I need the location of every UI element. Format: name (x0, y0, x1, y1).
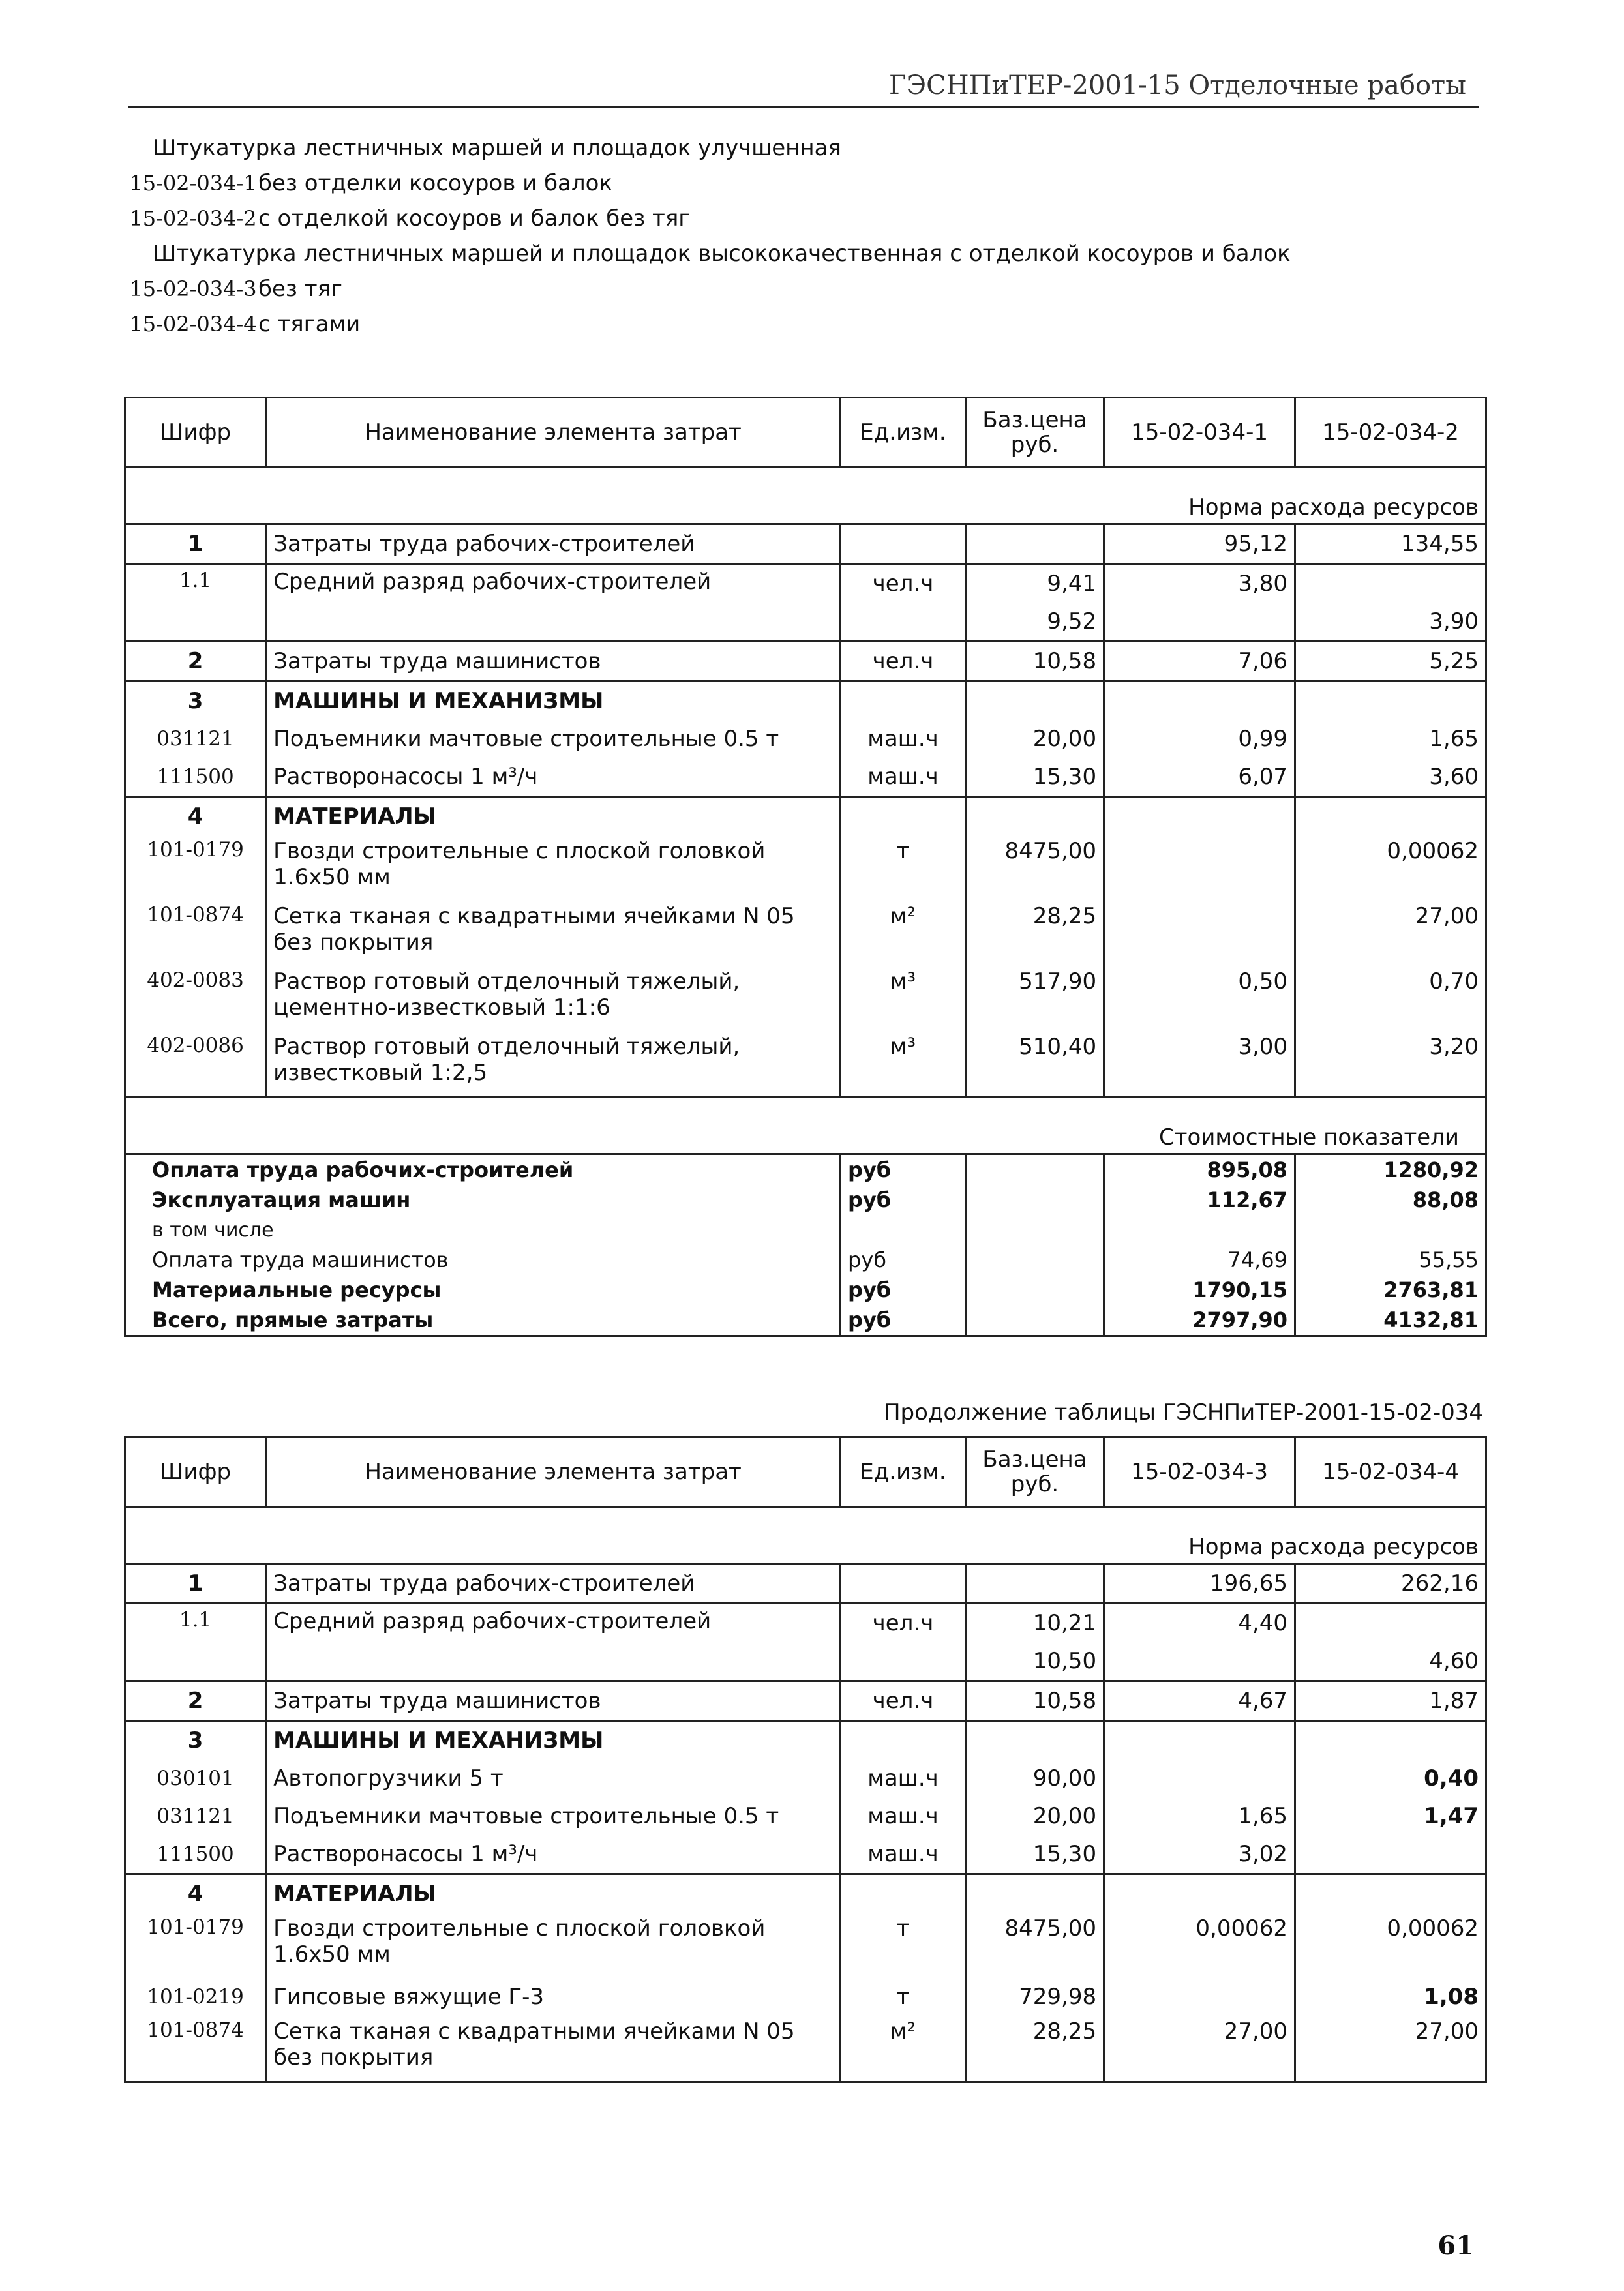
cell-name: Гипсовые вяжущие Г-3 (266, 1978, 841, 2016)
cell-price: 10,50 (965, 1642, 1104, 1681)
document-title: ГЭСНПиТЕР-2001-15 Отделочные работы (889, 70, 1466, 100)
intro-code: 15-02-034-3 (129, 277, 257, 301)
cell-name: Раствор готовый отделочный тяжелый, цементно-известковый 1:1:6 (266, 966, 841, 1031)
cell-a: 95,12 (1104, 524, 1295, 564)
cell-price: 729,98 (965, 1978, 1104, 2016)
cell-unit: м³ (841, 1031, 966, 1098)
cell-name: Затраты труда рабочих-строителей (266, 1564, 841, 1604)
cell-price: 28,25 (965, 901, 1104, 966)
norm-label-row (125, 468, 1486, 524)
cost-unit: руб (841, 1245, 966, 1275)
col-header-name: Наименование элемента затрат (266, 1437, 841, 1507)
cell-name: Затраты труда машинистов (266, 1681, 841, 1721)
intro-code: 15-02-034-2 (129, 206, 257, 231)
intro-heading: Штукатурка лестничных маршей и площадок улучшенная (153, 135, 841, 161)
cell-unit: чел.ч (841, 642, 966, 681)
cost-a: 2797,90 (1104, 1305, 1295, 1336)
cost-b: 2763,81 (1295, 1275, 1486, 1305)
cell-unit (841, 524, 966, 564)
cell-b: 0,00062 (1295, 1913, 1486, 1978)
cost-row (125, 1154, 1486, 1186)
table-row (125, 758, 1486, 797)
cell-price: 15,30 (965, 758, 1104, 797)
intro-row (128, 271, 1291, 307)
cost-unit (841, 1215, 966, 1245)
cell-code: 1 (125, 524, 266, 564)
cell-name: Растворонасосы 1 м³/ч (266, 758, 841, 797)
cost-a: 1790,15 (1104, 1275, 1295, 1305)
cell-price: 10,58 (965, 1681, 1104, 1721)
cell-unit: т (841, 1978, 966, 2016)
cell-code: 101-0874 (125, 2016, 266, 2082)
norm-label-row (125, 1507, 1486, 1564)
intro-text: без тяг (258, 276, 342, 302)
cell-a: 4,40 (1104, 1604, 1295, 1643)
cell-code: 4 (125, 797, 266, 836)
cell-unit: маш.ч (841, 1797, 966, 1835)
cell-price: 15,30 (965, 1835, 1104, 1874)
cell-b (1295, 564, 1486, 603)
cost-row (125, 1305, 1486, 1336)
cell-a: 1,65 (1104, 1797, 1295, 1835)
table-row (125, 720, 1486, 758)
cost-label-row (125, 1098, 1486, 1154)
col-header-a: 15-02-034-3 (1104, 1437, 1295, 1507)
cell-price: 20,00 (965, 1797, 1104, 1835)
cell-code: 101-0874 (125, 901, 266, 966)
cell-price: 9,52 (965, 603, 1104, 642)
cost-row (125, 1185, 1486, 1215)
cost-name: Всего, прямые затраты (125, 1305, 841, 1336)
norm-label: Норма расхода ресурсов (125, 1507, 1486, 1564)
col-header-name: Наименование элемента затрат (266, 398, 841, 468)
col-header-unit: Ед.изм. (841, 398, 966, 468)
intro-text: с отделкой косоуров и балок без тяг (258, 205, 691, 232)
intro-code: 15-02-034-1 (129, 171, 257, 196)
cost-label: Стоимостные показатели (125, 1098, 1486, 1154)
table-row (125, 1681, 1486, 1721)
cost-row (125, 1215, 1486, 1245)
cost-row (125, 1275, 1486, 1305)
cell-a: 4,67 (1104, 1681, 1295, 1721)
cell-name: Сетка тканая с квадратными ячейками N 05 без покрытия (266, 2016, 841, 2082)
cell-price: 10,21 (965, 1604, 1104, 1643)
intro-text: без отделки косоуров и балок (258, 170, 612, 196)
cell-b: 3,20 (1295, 1031, 1486, 1098)
table-header-row (125, 398, 1486, 468)
cell-code: 3 (125, 681, 266, 721)
cell-unit: маш.ч (841, 758, 966, 797)
cell-code: 4 (125, 1874, 266, 1913)
cell-price: 9,41 (965, 564, 1104, 603)
cell-b: 0,00062 (1295, 835, 1486, 901)
cell-price: 8475,00 (965, 835, 1104, 901)
col-header-b: 15-02-034-4 (1295, 1437, 1486, 1507)
cell-price: 8475,00 (965, 1913, 1104, 1978)
cell-b: 3,90 (1295, 603, 1486, 642)
norm-label: Норма расхода ресурсов (125, 468, 1486, 524)
cell-unit: чел.ч (841, 1681, 966, 1721)
cost-unit: руб (841, 1305, 966, 1336)
cell-unit: м² (841, 901, 966, 966)
cell-code: 1 (125, 1564, 266, 1604)
cell-unit: т (841, 835, 966, 901)
cell-a: 0,00062 (1104, 1913, 1295, 1978)
cost-a: 895,08 (1104, 1154, 1295, 1186)
cost-b: 4132,81 (1295, 1305, 1486, 1336)
cell-unit: маш.ч (841, 1759, 966, 1797)
section-row (125, 1721, 1486, 1760)
cell-price: 28,25 (965, 2016, 1104, 2082)
cell-name: Затраты труда рабочих-строителей (266, 524, 841, 564)
cost-b: 55,55 (1295, 1245, 1486, 1275)
cell-a (1104, 1978, 1295, 2016)
cell-unit: т (841, 1913, 966, 1978)
table-row (125, 1564, 1486, 1604)
cost-b: 1280,92 (1295, 1154, 1486, 1186)
cost-a: 112,67 (1104, 1185, 1295, 1215)
cell-b: 0,40 (1295, 1759, 1486, 1797)
cell-unit: м³ (841, 966, 966, 1031)
section-row (125, 1874, 1486, 1913)
cell-code: 402-0083 (125, 966, 266, 1031)
cell-name: Сетка тканая с квадратными ячейками N 05 без покрытия (266, 901, 841, 966)
cost-a: 74,69 (1104, 1245, 1295, 1275)
intro-row (128, 307, 1291, 342)
cell-name: Автопогрузчики 5 т (266, 1759, 841, 1797)
table-row (125, 1913, 1486, 1978)
cell-b: 1,08 (1295, 1978, 1486, 2016)
section-title: МАШИНЫ И МЕХАНИЗМЫ (266, 1721, 841, 1760)
table-row (125, 835, 1486, 901)
cost-row (125, 1245, 1486, 1275)
cell-name: Подъемники мачтовые строительные 0.5 т (266, 720, 841, 758)
cell-unit (841, 1564, 966, 1604)
section-row (125, 681, 1486, 721)
cell-price: 90,00 (965, 1759, 1104, 1797)
cell-code: 101-0179 (125, 835, 266, 901)
cell-name: Средний разряд рабочих-строителей (266, 564, 841, 642)
cell-b: 5,25 (1295, 642, 1486, 681)
cost-name: Эксплуатация машин (125, 1185, 841, 1215)
cell-code: 031121 (125, 720, 266, 758)
resource-table-2 (124, 1436, 1487, 2083)
cell-price: 10,58 (965, 642, 1104, 681)
col-header-unit: Ед.изм. (841, 1437, 966, 1507)
cell-unit: м² (841, 2016, 966, 2082)
cell-a: 27,00 (1104, 2016, 1295, 2082)
cell-b: 0,70 (1295, 966, 1486, 1031)
cell-b: 1,47 (1295, 1797, 1486, 1835)
cell-name: Средний разряд рабочих-строителей (266, 1604, 841, 1681)
table-row (125, 1604, 1486, 1643)
cell-a (1104, 901, 1295, 966)
cell-code: 101-0179 (125, 1913, 266, 1978)
cell-b: 1,65 (1295, 720, 1486, 758)
cell-a (1104, 1759, 1295, 1797)
cost-unit: руб (841, 1185, 966, 1215)
intro-row (128, 201, 1291, 236)
table-continuation-caption: Продолжение таблицы ГЭСНПиТЕР-2001-15-02-034 (883, 1400, 1483, 1426)
cost-name: Материальные ресурсы (125, 1275, 841, 1305)
section-row (125, 797, 1486, 836)
cell-a: 3,02 (1104, 1835, 1295, 1874)
cell-b: 134,55 (1295, 524, 1486, 564)
cell-a: 6,07 (1104, 758, 1295, 797)
cell-a (1104, 603, 1295, 642)
cell-code: 1.1 (125, 1604, 266, 1681)
table-row (125, 1835, 1486, 1874)
cell-b (1295, 1604, 1486, 1643)
cell-code: 2 (125, 642, 266, 681)
cell-name: Гвозди строительные с плоской головкой 1.6х50 мм (266, 1913, 841, 1978)
intro-heading: Штукатурка лестничных маршей и площадок высококачественная с отделкой косоуров и балок (153, 241, 1291, 267)
page-header (128, 68, 1479, 108)
cell-unit: маш.ч (841, 1835, 966, 1874)
cell-b: 27,00 (1295, 2016, 1486, 2082)
cost-a (1104, 1215, 1295, 1245)
cell-name: Затраты труда машинистов (266, 642, 841, 681)
cell-code: 111500 (125, 758, 266, 797)
cell-name: Подъемники мачтовые строительные 0.5 т (266, 1797, 841, 1835)
cell-price: 510,40 (965, 1031, 1104, 1098)
col-header-b: 15-02-034-2 (1295, 398, 1486, 468)
cell-unit: маш.ч (841, 720, 966, 758)
cell-name: Растворонасосы 1 м³/ч (266, 1835, 841, 1874)
cell-unit: чел.ч (841, 564, 966, 603)
cell-b: 4,60 (1295, 1642, 1486, 1681)
cell-price (965, 524, 1104, 564)
cell-price (965, 1564, 1104, 1604)
table-row (125, 966, 1486, 1031)
intro-code: 15-02-034-4 (129, 312, 257, 337)
cost-unit: руб (841, 1275, 966, 1305)
cell-b (1295, 1835, 1486, 1874)
cell-name: Раствор готовый отделочный тяжелый, известковый 1:2,5 (266, 1031, 841, 1098)
cell-a: 196,65 (1104, 1564, 1295, 1604)
cell-code: 031121 (125, 1797, 266, 1835)
section-title: МАШИНЫ И МЕХАНИЗМЫ (266, 681, 841, 721)
cost-unit: руб (841, 1154, 966, 1186)
table-row (125, 1031, 1486, 1098)
cell-b: 1,87 (1295, 1681, 1486, 1721)
cell-code: 1.1 (125, 564, 266, 642)
cell-code: 101-0219 (125, 1978, 266, 2016)
intro-row (128, 236, 1291, 271)
cost-name: Оплата труда машинистов (125, 1245, 841, 1275)
cell-code: 111500 (125, 1835, 266, 1874)
cell-b: 27,00 (1295, 901, 1486, 966)
table-row (125, 524, 1486, 564)
table-row (125, 1978, 1486, 2016)
cost-name: в том числе (125, 1215, 841, 1245)
table-row (125, 564, 1486, 603)
col-header-a: 15-02-034-1 (1104, 398, 1295, 468)
table-row (125, 1797, 1486, 1835)
cell-b: 262,16 (1295, 1564, 1486, 1604)
section-title: МАТЕРИАЛЫ (266, 1874, 841, 1913)
cell-a (1104, 835, 1295, 901)
page-number: 61 (1437, 2230, 1474, 2261)
cost-name: Оплата труда рабочих-строителей (125, 1154, 841, 1186)
table-row (125, 901, 1486, 966)
table-header-row (125, 1437, 1486, 1507)
section-title: МАТЕРИАЛЫ (266, 797, 841, 836)
intro-list (128, 130, 1291, 342)
resource-table-1 (124, 397, 1487, 1337)
cost-b: 88,08 (1295, 1185, 1486, 1215)
cell-unit: чел.ч (841, 1604, 966, 1643)
cell-a: 7,06 (1104, 642, 1295, 681)
cell-b: 3,60 (1295, 758, 1486, 797)
cell-code: 030101 (125, 1759, 266, 1797)
cell-a: 0,50 (1104, 966, 1295, 1031)
cell-a (1104, 1642, 1295, 1681)
table-row (125, 2016, 1486, 2082)
cell-code: 2 (125, 1681, 266, 1721)
cell-a: 3,80 (1104, 564, 1295, 603)
col-header-price: Баз.цена руб. (965, 398, 1104, 468)
col-header-code: Шифр (125, 398, 266, 468)
table-row (125, 642, 1486, 681)
col-header-code: Шифр (125, 1437, 266, 1507)
cell-a: 0,99 (1104, 720, 1295, 758)
cell-a: 3,00 (1104, 1031, 1295, 1098)
intro-row (128, 166, 1291, 201)
cell-code: 3 (125, 1721, 266, 1760)
cell-price: 20,00 (965, 720, 1104, 758)
cell-name: Гвозди строительные с плоской головкой 1.6х50 мм (266, 835, 841, 901)
intro-row (128, 130, 1291, 166)
cell-price: 517,90 (965, 966, 1104, 1031)
table-row (125, 1759, 1486, 1797)
col-header-price: Баз.цена руб. (965, 1437, 1104, 1507)
cell-code: 402-0086 (125, 1031, 266, 1098)
intro-text: с тягами (258, 311, 361, 337)
cost-b (1295, 1215, 1486, 1245)
